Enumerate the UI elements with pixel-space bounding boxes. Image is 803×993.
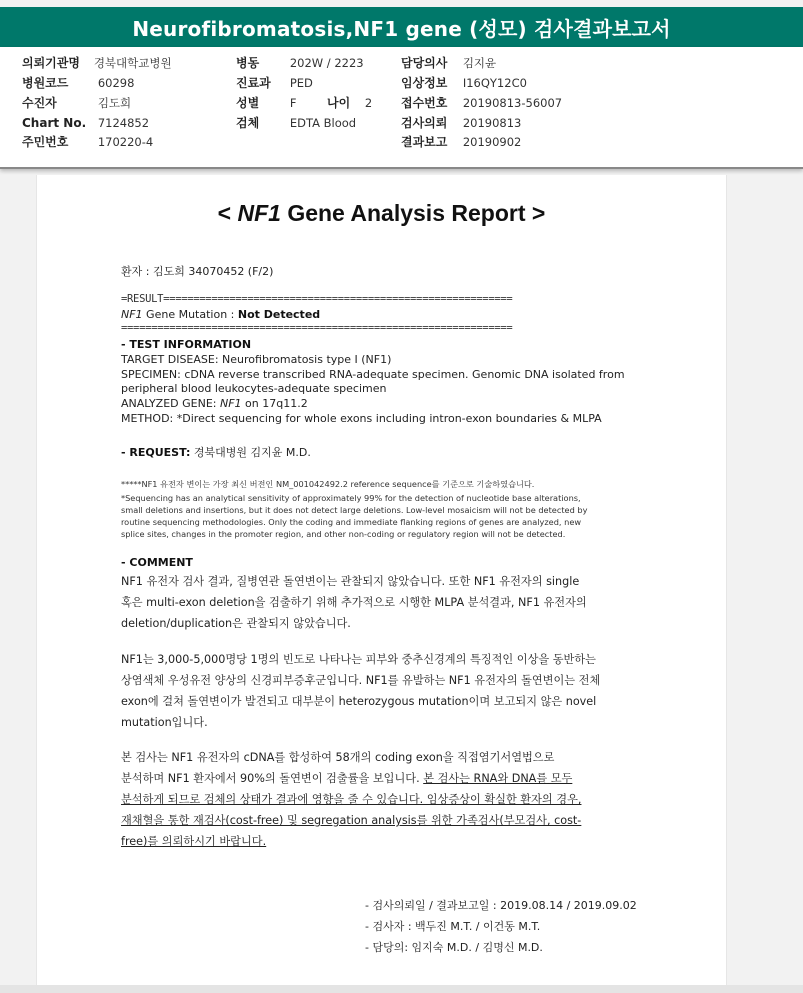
ward-label: 병동 — [236, 56, 260, 70]
page-footer-strip — [0, 985, 803, 993]
institution-label: 의뢰기관명 — [22, 56, 80, 70]
comment-3-line-2b: 본 검사는 RNA와 DNA를 모두 — [423, 772, 573, 785]
resident-no-label: 주민번호 — [22, 135, 69, 149]
signature-technicians: - 검사자 : 백두진 M.T. / 이건동 M.T. — [365, 920, 541, 933]
chart-no-label: Chart No. — [22, 116, 87, 130]
test-info-header: - TEST INFORMATION — [121, 338, 252, 351]
age-field — [327, 94, 372, 112]
clinical-info-field — [401, 74, 527, 92]
disclaimer-line-2: small deletions and insertions, but it does not detect large deletions. Low-level mosaicism will not be detected by — [121, 505, 588, 515]
doctor-label: 담당의사 — [401, 56, 448, 70]
patient-name-field — [22, 94, 131, 112]
signature-physicians: - 담당의: 임지숙 M.D. / 김명신 M.D. — [365, 941, 543, 954]
analyzed-gene-prefix: ANALYZED GENE: — [121, 397, 220, 410]
comment-3-line-3: 분석하게 되므로 검체의 상태가 결과에 영향을 줄 수 있습니다. 임상증상이 확실한 환자의 경우, — [121, 793, 582, 806]
report-date-value: 20190902 — [462, 135, 522, 149]
mutation-gene: NF1 — [121, 308, 143, 321]
comment-2-line-3: exon에 걸쳐 돌연변이가 발견되고 대부분이 heterozygous mutation이며 보고되지 않은 novel — [121, 695, 597, 708]
chart-no-value: 7124852 — [97, 116, 150, 130]
request-date-value: 20190813 — [462, 116, 522, 130]
clinical-info-label: 임상정보 — [401, 76, 448, 90]
report-banner-title: Neurofibromatosis,NF1 gene (성모) 검사결과보고서 — [0, 7, 803, 47]
analyzed-gene-name: NF1 — [219, 397, 242, 410]
age-value: 2 — [364, 96, 373, 110]
comment-3-line-5: free)를 의뢰하시기 바랍니다. — [121, 835, 267, 848]
disclaimer-line-3: routine sequencing methodologies. Only the coding and immediate flanking regions of genes are analyzed, new — [121, 517, 582, 527]
title-gene: NF1 — [237, 200, 281, 226]
doctor-field — [401, 54, 496, 72]
mutation-value: Not Detected — [237, 308, 321, 321]
comment-3-line-4: 재채혈을 통한 재검사(cost-free) 및 segregation analysis를 위한 가족검사(부모검사, cost- — [121, 814, 582, 827]
hospital-code-value: 60298 — [97, 76, 135, 90]
sex-value: F — [289, 96, 297, 110]
doctor-value: 김지윤 — [462, 56, 497, 70]
request-value: 경북대병원 김지윤 M.D. — [193, 446, 311, 459]
resident-no-field — [22, 133, 153, 151]
comment-2-line-2: 상염색체 우성유전 양상의 신경피부증후군입니다. NF1를 유발하는 NF1 유전자의 돌연변이는 전체 — [121, 674, 601, 687]
receipt-no-field — [401, 94, 562, 112]
comment-2-line-4: mutation입니다. — [121, 716, 208, 729]
sex-label: 성별 — [236, 96, 260, 110]
specimen-line-1: SPECIMEN: cDNA reverse transcribed RNA-adequate specimen. Genomic DNA isolated from — [121, 368, 625, 381]
institution-value: 경북대학교병원 — [93, 56, 172, 70]
chart-no-field — [22, 114, 149, 132]
patient-line: 환자 : 김도희 34070452 (F/2) — [121, 265, 274, 278]
result-separator-bottom: ================================================================= — [121, 322, 513, 334]
department-label: 진료과 — [236, 76, 271, 90]
comment-1-line-2: 혹은 multi-exon deletion을 검출하기 위해 추가적으로 시행한 MLPA 분석결과, NF1 유전자의 — [121, 596, 587, 609]
hospital-code-field — [22, 74, 134, 92]
signature-dates: - 검사의뢰일 / 결과보고일 : 2019.08.14 / 2019.09.02 — [365, 899, 637, 912]
target-disease: TARGET DISEASE: Neurofibromatosis type I (NF1) — [121, 353, 392, 366]
request-line — [121, 444, 311, 460]
disclaimer-line-4: splice sites, changes in the promoter region, and other non-coding or regulatory region will not be detected. — [121, 529, 566, 539]
report-date-label: 결과보고 — [401, 135, 448, 149]
specimen-value: EDTA Blood — [289, 116, 357, 130]
hospital-code-label: 병원코드 — [22, 76, 69, 90]
title-prefix: < — [217, 200, 238, 226]
patient-header-panel — [0, 47, 803, 169]
receipt-no-value: 20190813-56007 — [462, 96, 563, 110]
receipt-no-label: 접수번호 — [401, 96, 448, 110]
title-rest: Gene Analysis Report > — [280, 200, 546, 226]
comment-1-line-3: deletion/duplication은 관찰되지 않았습니다. — [121, 617, 351, 630]
ward-field — [236, 54, 364, 72]
reference-note: *****NF1 유전자 변이는 가장 최신 버전인 NM_001042492.2 reference sequence를 기준으로 기술하였습니다. — [121, 479, 535, 489]
patient-name-value: 김도희 — [97, 96, 132, 110]
sex-field — [236, 94, 296, 112]
department-value: PED — [289, 76, 313, 90]
report-paper — [36, 175, 727, 985]
comment-3-line-2a: 분석하며 NF1 환자에서 90%의 돌연변이 검출률을 보입니다. — [121, 772, 424, 785]
clinical-info-value: I16QY12C0 — [462, 76, 527, 90]
specimen-label: 검체 — [236, 116, 260, 130]
comment-3-line-1: 본 검사는 NF1 유전자의 cDNA를 합성하여 58개의 coding exon을 직접염기서열법으로 — [121, 751, 555, 764]
mutation-result — [121, 308, 320, 321]
specimen-line-2: peripheral blood leukocytes-adequate specimen — [121, 382, 387, 395]
mutation-label: Gene Mutation : — [142, 308, 238, 321]
specimen-field — [236, 114, 356, 132]
analyzed-gene-rest: on 17q11.2 — [241, 397, 308, 410]
request-date-field — [401, 114, 521, 132]
age-label: 나이 — [327, 96, 351, 110]
request-label: - REQUEST: — [121, 446, 191, 459]
report-date-field — [401, 133, 521, 151]
method-line: METHOD: *Direct sequencing for whole exons including intron-exon boundaries & MLPA — [121, 412, 602, 425]
resident-no-value: 170220-4 — [97, 135, 154, 149]
ward-value: 202W / 2223 — [289, 56, 364, 70]
comment-1-line-1: NF1 유전자 검사 결과, 질병연관 돌연변이는 관찰되지 않았습니다. 또한 NF1 유전자의 single — [121, 575, 580, 588]
request-date-label: 검사의뢰 — [401, 116, 448, 130]
analyzed-gene — [121, 397, 308, 410]
comment-header: - COMMENT — [121, 556, 193, 569]
patient-name-label: 수진자 — [22, 96, 57, 110]
comment-2-line-1: NF1는 3,000-5,000명당 1명의 빈도로 나타나는 피부와 중추신경계의 특징적인 이상을 동반하는 — [121, 653, 596, 666]
report-title — [37, 200, 726, 227]
comment-3-line-2 — [121, 770, 572, 786]
institution-field — [22, 54, 172, 72]
result-separator-top: =RESULT========================================================== — [121, 293, 513, 305]
department-field — [236, 74, 313, 92]
disclaimer-line-1: *Sequencing has an analytical sensitivity of approximately 99% for the detection of nucleotide base alterations, — [121, 493, 581, 503]
